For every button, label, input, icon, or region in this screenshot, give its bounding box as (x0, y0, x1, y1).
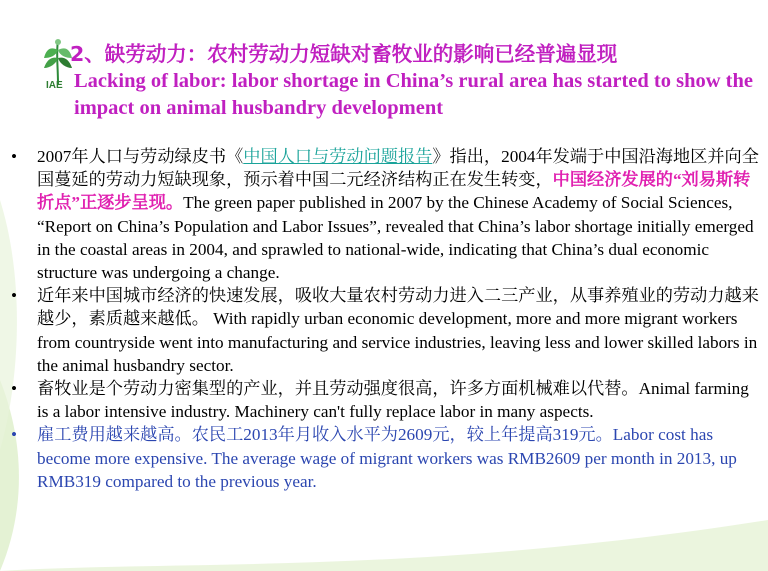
report-link[interactable]: 中国人口与劳动问题报告 (243, 147, 433, 166)
bullet-item (8, 423, 760, 493)
bullet-list (8, 145, 760, 493)
bullet-marker: • (10, 379, 18, 399)
bullet-text: The green paper published in 2007 by the Chinese Academy of Social Sciences, “Report on China’s Population and Labor Issues”, revealed that China’s labor shortage initially emerged in the coastal areas in 2004, and sprawled to national-wide, indicating that China’s dual economic structure was undergoing a change. (37, 193, 754, 283)
bullet-marker: • (10, 425, 18, 445)
title-chinese: 2、缺劳动力：农村劳动力短缺对畜牧业的影响已经普遍显现 (70, 42, 618, 66)
bullet-text: 雇工费用越来越高。农民工2013年月收入水平为2609元，较上年提高319元。Labor cost has become more expensive. The average wage of migrant workers was RMB2609 per month in 2013, up RMB319 compared to the previous year. (37, 425, 737, 491)
bullet-marker: • (10, 286, 18, 306)
bullet-item (8, 145, 760, 284)
bullet-text: 近年来中国城市经济的快速发展，吸收大量农村劳动力进入二三产业，从事养殖业的劳动力越来越少，素质越来越低。 With rapidly urban economic development, more and more migrant workers from countryside went into manufacturing and service industries, leaving less and lower skilled labors in the animal husbandry sector. (37, 286, 759, 375)
logo-text: IAE (46, 80, 63, 91)
title-english: Lacking of labor: labor shortage in China’s rural area has started to show the impact on animal husbandry development (74, 70, 753, 119)
bullet-item (8, 377, 760, 423)
lewis-turning-point-highlight: 中国经济发展的“刘易斯转折点”正逐步呈现。 (37, 170, 751, 213)
bullet-marker: • (10, 147, 18, 166)
bullet-text: 畜牧业是个劳动力密集型的产业，并且劳动强度很高，许多方面机械难以代替。Animal farming is a labor intensive industry. Machinery can't fully replace labor in many aspects. (37, 379, 749, 422)
bullet-item (8, 284, 760, 377)
bullet-text: 》指出，2004年发端于中国沿海地区并向全国蔓延的劳动力短缺现象，预示着中国二元经济结构正在发生转变， (37, 147, 759, 190)
slide-title (70, 40, 764, 122)
bullet-text: 2007年人口与劳动绿皮书《 (37, 147, 244, 166)
